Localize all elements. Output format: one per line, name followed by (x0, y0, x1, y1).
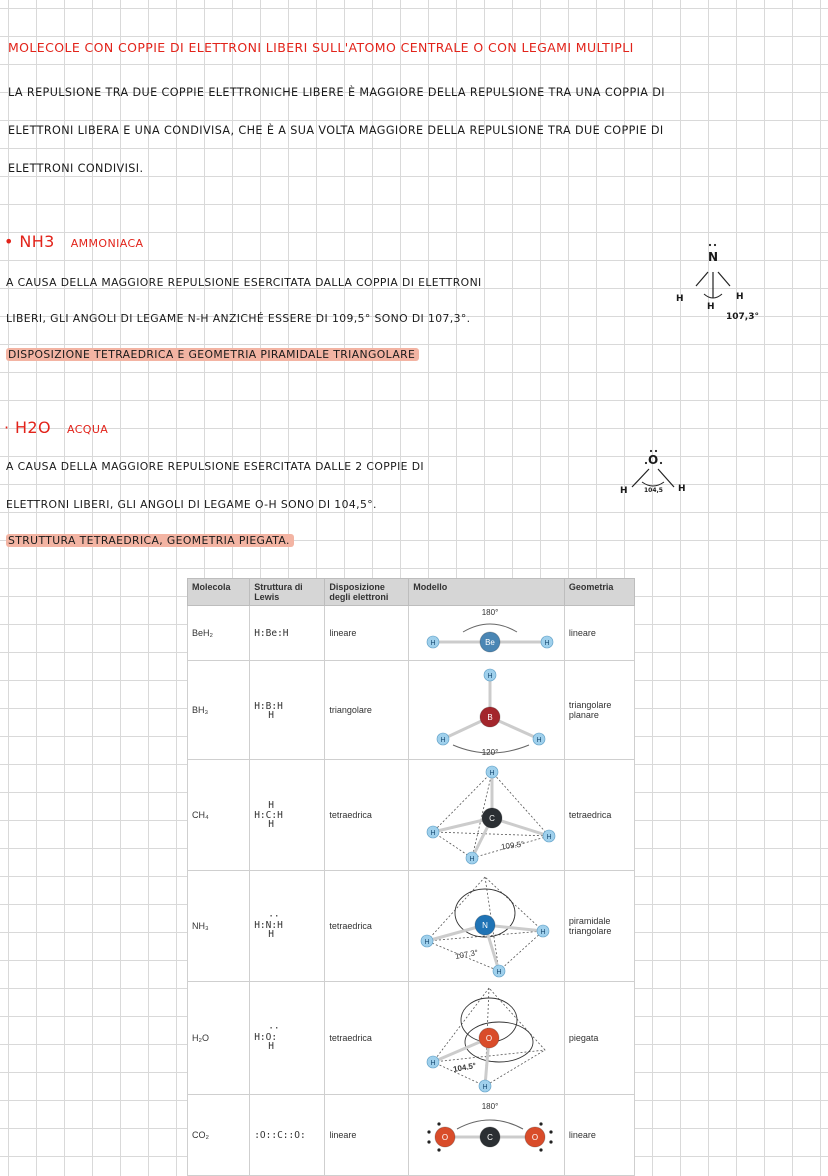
electron-arrangement: triangolare (325, 661, 409, 760)
bond-angle: 107.3° (454, 948, 479, 961)
bh3-model (413, 661, 560, 759)
lone-pair-orbital (465, 1022, 533, 1062)
bond-angle: 180° (481, 608, 499, 617)
h2o-model (413, 982, 560, 1094)
lewis-structure (250, 982, 325, 1095)
h-label: H (424, 939, 430, 946)
h2o-summary (6, 534, 294, 547)
h2o-summary-text: STRUTTURA TETRAEDRICA, GEOMETRIA PIEGATA. (6, 534, 294, 547)
intro-line-3: ELETTRONI CONDIVISI. (8, 162, 144, 175)
electron-arrangement: tetraedrica (325, 982, 409, 1095)
h-label: H (544, 640, 550, 647)
table-header-row (188, 579, 635, 606)
center-label: O (485, 1034, 493, 1043)
h-label: H (440, 737, 446, 744)
h2o-sketch-o: O (648, 453, 659, 467)
co2-model (413, 1095, 560, 1175)
center-label: C (487, 1133, 493, 1142)
nh3-heading (4, 232, 143, 251)
lewis-lone-pair: ·· (268, 1022, 280, 1034)
nh3-model (413, 871, 560, 981)
nh3-sketch-h-right: H (736, 292, 744, 302)
h-label: H (546, 834, 552, 841)
h-label: H (430, 1060, 436, 1067)
molecule-name: NH₃ (188, 871, 250, 982)
center-label: C (489, 814, 495, 823)
h2o-name: ACQUA (66, 423, 109, 436)
lewis-structure (250, 661, 325, 760)
h2o-heading (4, 418, 108, 437)
side-label: O (531, 1133, 539, 1142)
nh3-line-2: LIBERI, GLI ANGOLI DI LEGAME N-H ANZICHÉ ESSERE DI 109,5° SONO DI 107,3°. (6, 312, 471, 325)
nh3-sketch-h-left: H (676, 294, 684, 304)
h-label: H (540, 929, 546, 936)
side-label: O (441, 1133, 449, 1142)
lewis-above: H (268, 799, 274, 811)
molecular-geometry: piramidale triangolare (564, 871, 634, 982)
h2o-sketch-h-left: H (620, 486, 628, 496)
molecular-geometry: tetraedrica (564, 760, 634, 871)
table-row (188, 606, 635, 661)
nh3-summary-text: DISPOSIZIONE TETRAEDRICA E GEOMETRIA PIRAMIDALE TRIANGOLARE (6, 348, 419, 361)
h2o-line-1: A CAUSA DELLA MAGGIORE REPULSIONE ESERCITATA DALLE 2 COPPIE DI (6, 460, 425, 473)
header-model: Modello (409, 579, 565, 606)
header-molecule: Molecola (188, 579, 250, 606)
center-label: B (487, 713, 493, 722)
molecule-name: CH₄ (188, 760, 250, 871)
h-label: H (496, 969, 502, 976)
bond-angle: 104.5° (452, 1061, 477, 1074)
nh3-sketch-n: N (708, 250, 719, 264)
intro-line-1: LA REPULSIONE TRA DUE COPPIE ELETTRONICHE LIBERE È MAGGIORE DELLA REPULSIONE TRA UNA COPPIA DI (8, 86, 666, 99)
center-label: Be (485, 638, 495, 647)
h2o-sketch-angle: 104,5 (644, 487, 663, 494)
nh3-sketch (672, 236, 782, 326)
h2o-sketch (616, 444, 706, 504)
bond-angle: 180° (481, 1102, 499, 1111)
h2o-sketch-h-right: H (678, 484, 686, 494)
header-geometry: Geometria (564, 579, 634, 606)
table-row (188, 1095, 635, 1176)
nh3-formula: • NH3 (4, 232, 55, 251)
lewis-main: H:C:H (254, 809, 283, 821)
model-h2o (409, 982, 565, 1095)
h-label: H (487, 673, 493, 680)
intro-line-2: ELETTRONI LIBERA E UNA CONDIVISA, CHE È A SUA VOLTA MAGGIORE DELLA REPULSIONE TRA DUE COPPIE DI (8, 124, 664, 137)
table-row (188, 661, 635, 760)
model-nh3 (409, 871, 565, 982)
model-bh3 (409, 661, 565, 760)
h-label: H (536, 737, 542, 744)
molecule-name: CO₂ (188, 1095, 250, 1176)
ch4-model (413, 760, 560, 870)
lewis-below: H (268, 928, 274, 940)
h-label: H (469, 856, 475, 863)
nh3-sketch-angle: 107,3° (726, 312, 759, 322)
h-label: H (489, 770, 495, 777)
molecular-geometry: lineare (564, 1095, 634, 1176)
lewis-structure (250, 871, 325, 982)
molecule-name: H₂O (188, 982, 250, 1095)
lewis-below: H (268, 709, 274, 721)
model-ch4 (409, 760, 565, 871)
lewis-structure: :O::C::O: (250, 1095, 325, 1176)
bond-angle: 120° (481, 748, 499, 757)
molecular-geometry: piegata (564, 982, 634, 1095)
h-label: H (430, 640, 436, 647)
nh3-line-1: A CAUSA DELLA MAGGIORE REPULSIONE ESERCITATA DALLA COPPIA DI ELETTRONI (6, 276, 482, 289)
h2o-sketch-lines (616, 444, 706, 504)
h2o-line-2: ELETTRONI LIBERI, GLI ANGOLI DI LEGAME O-H SONO DI 104,5°. (6, 498, 377, 511)
molecular-geometry: triangolare planare (564, 661, 634, 760)
center-label: N (482, 921, 488, 930)
nh3-summary (6, 348, 419, 361)
electron-arrangement: tetraedrica (325, 760, 409, 871)
beh2-model (413, 606, 560, 660)
table-row (188, 982, 635, 1095)
nh3-name: AMMONIACA (70, 237, 144, 250)
lewis-structure: H:Be:H (250, 606, 325, 661)
nh3-sketch-h-middle: H (707, 302, 715, 312)
page-title: MOLECOLE CON COPPIE DI ELETTRONI LIBERI SULL'ATOMO CENTRALE O CON LEGAMI MULTIPLI (8, 40, 634, 55)
lewis-lone-pair: ·· (268, 910, 280, 922)
lewis-below: H (268, 1040, 274, 1052)
table-row (188, 760, 635, 871)
lewis-main: H:N:H (254, 919, 283, 931)
header-lewis: Struttura di Lewis (250, 579, 325, 606)
h-label: H (430, 830, 436, 837)
h-label: H (482, 1084, 488, 1091)
model-beh2 (409, 606, 565, 661)
bond-angle: 109.5° (500, 839, 525, 852)
h2o-formula: · H2O (4, 418, 51, 437)
lewis-main: H:O: (254, 1031, 278, 1043)
model-co2 (409, 1095, 565, 1176)
molecule-name: BeH₂ (188, 606, 250, 661)
table-row (188, 871, 635, 982)
molecular-geometry: lineare (564, 606, 634, 661)
lewis-structure (250, 760, 325, 871)
lewis-main: H:B:H (254, 700, 283, 712)
electron-arrangement: lineare (325, 606, 409, 661)
electron-arrangement: tetraedrica (325, 871, 409, 982)
header-arrangement: Disposizione degli elettroni (325, 579, 409, 606)
electron-arrangement: lineare (325, 1095, 409, 1176)
molecule-name: BH₃ (188, 661, 250, 760)
molecular-geometry-table (187, 578, 635, 1176)
lewis-below: H (268, 818, 274, 830)
